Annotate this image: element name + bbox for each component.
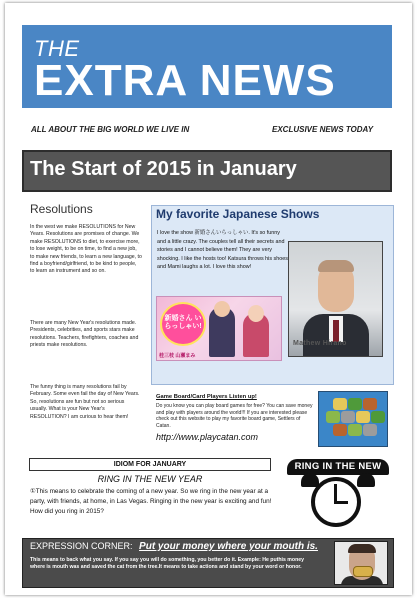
japanese-shows-text: I love the show 新婚さんいらっしゃい. It's so funny and a little crazy. The couples tell all their secrets and stories and I cannot believe them! They are very shocking. I like the hosts too! Katsura throws his shoes and Mami laughs a lot. I love this show!: [157, 230, 288, 271]
expression-label: EXPRESSION CORNER:: [30, 541, 133, 551]
money-mouth-photo: [334, 541, 388, 585]
game-url-link[interactable]: http://www.playcatan.com: [156, 432, 259, 442]
resolutions-paragraph: The funny thing is many resolutions fail by February. Some even fail the day of New Years. So, resolutions are fun but not so serious usually. What is your New Year's RESOLUTION? I am curious to hear them!: [30, 384, 140, 420]
masthead: [22, 25, 392, 108]
game-text: Do you know you can play board games for free? You can save money and play with players around the world!!! If you are interested please check out this website to play my favorite board game, Settlers of Catan.: [156, 403, 313, 429]
resolutions-title: Resolutions: [30, 202, 93, 216]
tv-logo-text: 新婚さん いらっしゃい!: [164, 315, 202, 331]
idiom-phrase: RING IN THE NEW YEAR: [97, 474, 203, 484]
expression-phrase: Put your money where your mouth is.: [139, 541, 318, 552]
portrait-photo: [288, 241, 383, 357]
cohost-head: [248, 305, 264, 322]
photo-watermark: Mathew Hirano: [293, 340, 347, 347]
tagline-left: ALL ABOUT THE BIG WORLD WE LIVE IN: [31, 125, 190, 134]
tv-logo-badge: [160, 302, 206, 346]
japanese-shows-title: My favorite Japanese Shows: [156, 207, 320, 221]
expression-heading: [30, 541, 318, 552]
headline-banner: [22, 150, 392, 192]
idiom-text: ①This means to celebrate the coming of a new year. So we ring in the new year at a party, with friends, at home, in Las Vegas. Ringing in the new year is exciting and fun! How did you ring in 2015?: [30, 488, 272, 515]
catan-board: [318, 391, 388, 447]
tv-show-logo: [156, 296, 282, 361]
headline-text: The Start of 2015 in January: [30, 158, 297, 180]
resolutions-paragraph: In the west we make RESOLUTIONS for New Years. Resolutions are promises of change. We make RESOLUTIONS to diet, to exercise more, to lose weight, to be on time, to find a new job, to make new friends, to learn a new language, to find a boyfriend/girlfriend, to be kind to people, to learn an instrument and so on.: [30, 224, 142, 275]
ring-new-year-banner: RING IN THE NEW: [287, 459, 389, 475]
host-head: [214, 301, 230, 317]
tv-caption: 桂三枝 山瀬まみ: [159, 353, 196, 359]
tagline-right: EXCLUSIVE NEWS TODAY: [272, 125, 374, 134]
resolutions-paragraph: There are many New Year's resolutions made. Presidents, celebrities, and sports stars make resolutions. Teachers, firefighters, coaches and priests make resolutions.: [30, 320, 139, 349]
expression-text: This means to back what you say. If you say you will do something, you better do it. Example: He puthis money where is mouth was and saved the cat from the tree.It means to take actions and stand by your word or honor.: [30, 557, 305, 571]
idiom-label: IDIOM FOR JANUARY: [29, 458, 271, 471]
masthead-the: THE: [34, 36, 80, 61]
bell-icon: [357, 473, 375, 487]
masthead-title: EXTRA NEWS: [34, 56, 336, 105]
game-title: Game Board/Card Players Listen up!: [156, 394, 257, 400]
ring-new-year-clock: [283, 457, 393, 528]
